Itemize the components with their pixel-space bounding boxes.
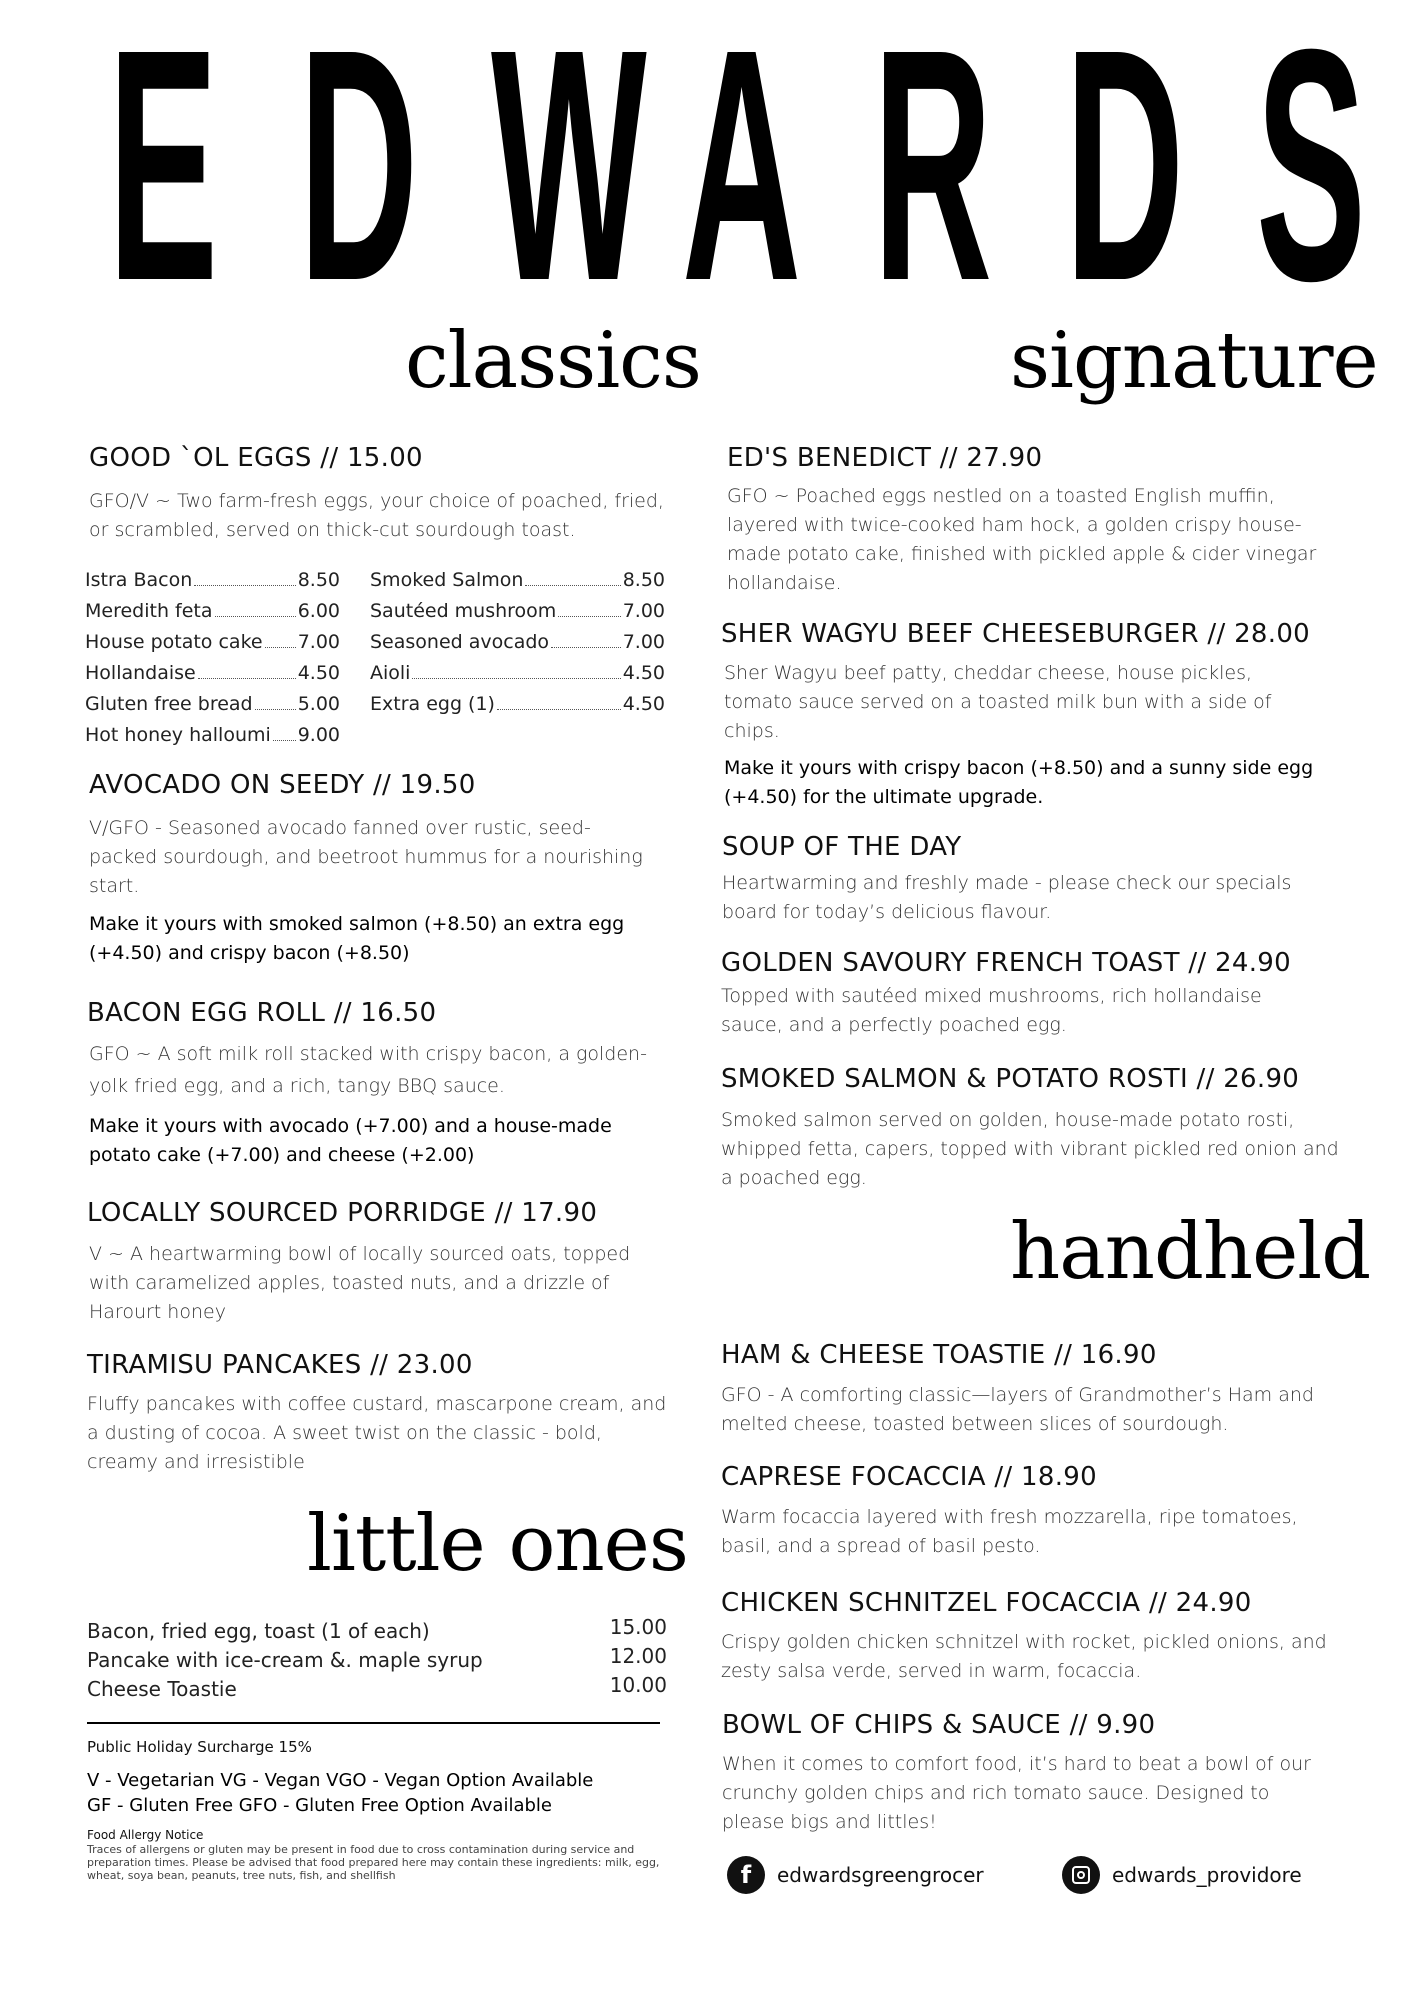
item-description: Fluffy pancakes with coffee custard, mascarpone cream, and a dusting of cocoa. A sweet twist on the classic - bold, creamy and irresistible: [87, 1393, 667, 1473]
item-upgrade: Make it yours with crispy bacon (+8.50) and a sunny side egg (+4.50) for the ultimate upgrade.: [724, 757, 1314, 808]
item-description: Sher Wagyu beef patty, cheddar cheese, house pickles, tomato sauce served on a toasted milk bun with a side of chips.: [724, 662, 1272, 742]
extra-item: Hot honey halloumi 9.00: [85, 724, 340, 746]
extra-item: Meredith feta 6.00: [85, 600, 340, 622]
item-description: V ~ A heartwarming bowl of locally sourced oats, topped with caramelized apples, toasted nuts, and a drizzle of Harourt honey: [89, 1243, 631, 1323]
item-title: GOOD `OL EGGS // 15.00: [89, 443, 423, 473]
dietary-legend: [87, 1768, 687, 1818]
social-instagram[interactable]: [1062, 1856, 1302, 1894]
item-description: Smoked salmon served on golden, house-made potato rosti, whipped fetta, capers, topped with vibrant pickled red onion and a poached egg.: [721, 1109, 1339, 1189]
facebook-icon: f: [727, 1856, 765, 1894]
item-title: LOCALLY SOURCED PORRIDGE // 17.90: [87, 1198, 598, 1228]
brand-letter: S: [1255, 0, 1367, 349]
extra-item: Gluten free bread 5.00: [85, 693, 340, 715]
brand-letter: W: [490, 0, 647, 349]
item-title: TIRAMISU PANCAKES // 23.00: [87, 1350, 473, 1380]
item-description: Warm focaccia layered with fresh mozzarella, ripe tomatoes, basil, and a spread of basil pesto.: [721, 1506, 1298, 1557]
surcharge-note: Public Holiday Surcharge 15%: [87, 1738, 312, 1756]
extra-item: Seasoned avocado 7.00: [370, 631, 665, 653]
instagram-handle: edwards_providore: [1112, 1863, 1302, 1887]
extra-item: Istra Bacon 8.50: [85, 569, 340, 591]
section-title-signature: signature: [1010, 316, 1378, 406]
facebook-handle: edwardsgreengrocer: [777, 1863, 984, 1887]
kids-menu: [87, 1617, 667, 1704]
social-facebook[interactable]: [727, 1856, 984, 1894]
extra-item: Smoked Salmon 8.50: [370, 569, 665, 591]
brand-letter: D: [1064, 0, 1184, 349]
item-title: BACON EGG ROLL // 16.50: [87, 998, 437, 1028]
allergy-title: Food Allergy Notice: [87, 1828, 204, 1842]
item-description: When it comes to comfort food, it’s hard to beat a bowl of our crunchy golden chips and rich tomato sauce. Designed to please bigs and littles!: [722, 1753, 1311, 1833]
extra-item: Sautéed mushroom 7.00: [370, 600, 665, 622]
item-title: AVOCADO ON SEEDY // 19.50: [89, 770, 476, 800]
extra-item: Hollandaise 4.50: [85, 662, 340, 684]
item-title: ED'S BENEDICT // 27.90: [727, 443, 1043, 473]
item-description: GFO/V ~ Two farm-fresh eggs, your choice of poached, fried, or scrambled, served on thick-cut sourdough toast.: [89, 490, 664, 541]
item-title: CAPRESE FOCACCIA // 18.90: [721, 1462, 1097, 1492]
item-description: Crispy golden chicken schnitzel with rocket, pickled onions, and zesty salsa verde, served in warm, focaccia.: [721, 1631, 1327, 1682]
item-description: GFO ~ A soft milk roll stacked with crispy bacon, a golden-yolk fried egg, and a rich, tangy BBQ sauce.: [89, 1043, 647, 1097]
divider: [87, 1722, 660, 1724]
brand-title: [78, 0, 1367, 349]
item-description: Heartwarming and freshly made - please check our specials board for today’s delicious flavour.: [722, 872, 1292, 923]
brand-letter: D: [299, 0, 419, 349]
item-description: V/GFO - Seasoned avocado fanned over rustic, seed-packed sourdough, and beetroot hummus for a nourishing start.: [89, 817, 643, 897]
brand-letter: E: [108, 0, 219, 349]
legend-line: GF - Gluten Free GFO - Gluten Free Option Available: [87, 1795, 552, 1816]
list-item: Cheese Toastie 10.00: [87, 1673, 667, 1701]
brand-letter: R: [873, 0, 993, 349]
extra-item: House potato cake 7.00: [85, 631, 340, 653]
extra-item: Aioli 4.50: [370, 662, 665, 684]
item-title: GOLDEN SAVOURY FRENCH TOAST // 24.90: [721, 948, 1291, 978]
item-title: BOWL OF CHIPS & SAUCE // 9.90: [722, 1710, 1156, 1740]
item-description: GFO - A comforting classic—layers of Grandmother’s Ham and melted cheese, toasted between slices of sourdough.: [721, 1384, 1314, 1435]
item-title: CHICKEN SCHNITZEL FOCACCIA // 24.90: [721, 1588, 1252, 1618]
section-title-little-ones: little ones: [307, 1499, 688, 1589]
list-item: Bacon, fried egg, toast (1 of each) 15.00: [87, 1615, 667, 1643]
instagram-icon: [1062, 1856, 1100, 1894]
extra-item: Extra egg (1) 4.50: [370, 693, 665, 715]
item-description: GFO ~ Poached eggs nestled on a toasted English muffin, layered with twice-cooked ham hock, a golden crispy house-made potato cake, finished with pickled apple & cider vinegar hollandaise.: [727, 485, 1317, 594]
section-title-handheld: handheld: [1010, 1207, 1371, 1297]
item-upgrade: Make it yours with avocado (+7.00) and a house-made potato cake (+7.00) and cheese (+2.00): [89, 1115, 612, 1166]
item-upgrade: Make it yours with smoked salmon (+8.50) an extra egg (+4.50) and crispy bacon (+8.50): [89, 913, 625, 964]
item-title: HAM & CHEESE TOASTIE // 16.90: [721, 1340, 1157, 1370]
section-title-classics: classics: [405, 316, 701, 406]
brand-letter: A: [681, 0, 802, 349]
legend-line: V - Vegetarian VG - Vegan VGO - Vegan Option Available: [87, 1770, 594, 1791]
item-title: SHER WAGYU BEEF CHEESEBURGER // 28.00: [721, 619, 1311, 649]
item-title: SOUP OF THE DAY: [722, 832, 962, 862]
allergy-notice: Traces of allergens or gluten may be present in food due to cross contamination during service and preparation times. Please be advised that food prepared here may contain these ingredients: milk, egg, wheat, soya bean, peanuts, tree nuts, fish, and shellfish: [87, 1843, 660, 1882]
item-title: SMOKED SALMON & POTATO ROSTI // 26.90: [721, 1064, 1300, 1094]
item-description: Topped with sautéed mixed mushrooms, rich hollandaise sauce, and a perfectly poached egg.: [721, 985, 1262, 1036]
list-item: Pancake with ice-cream &. maple syrup 12.00: [87, 1644, 667, 1672]
